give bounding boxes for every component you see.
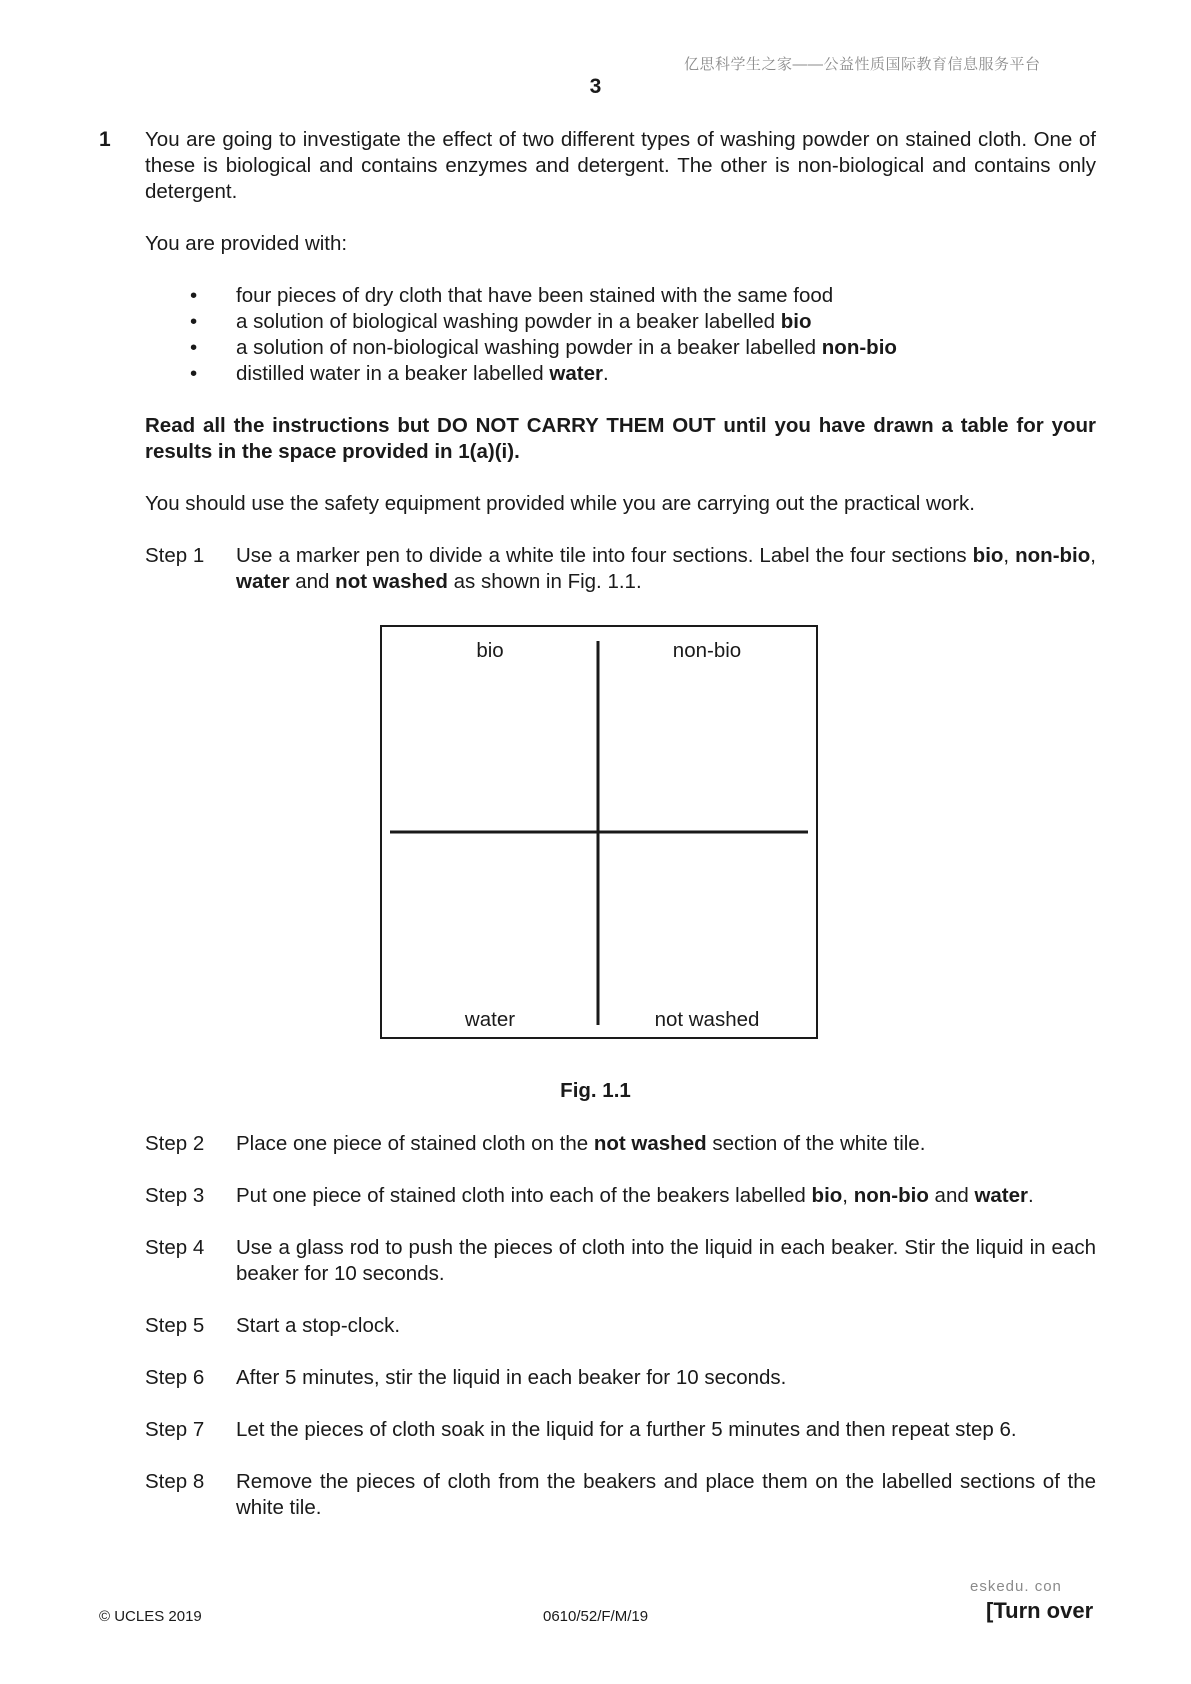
header-watermark: 亿思科学生之家——公益性质国际教育信息服务平台 (684, 56, 1041, 73)
footer-copyright: © UCLES 2019 (99, 1608, 202, 1625)
footer-watermark: eskedu. con (970, 1578, 1062, 1595)
turn-over: [Turn over (986, 1598, 1094, 1623)
page-number: 3 (589, 75, 602, 98)
provided-heading: You are provided with: (145, 232, 348, 255)
step-8 (145, 1469, 1096, 1521)
step-label: Step 5 (145, 1314, 205, 1337)
step-label: Step 4 (145, 1236, 205, 1259)
footer-paper-code: 0610/52/F/M/19 (543, 1608, 649, 1625)
step-text: After 5 minutes, stir the liquid in each beaker for 10 seconds. (236, 1366, 787, 1389)
step-text: Remove the pieces of cloth from the beakers and place them on the labelled sections of the white tile. (236, 1470, 1096, 1519)
step-4 (145, 1235, 1096, 1287)
step-2 (145, 1131, 1096, 1157)
step-label: Step 8 (145, 1470, 205, 1493)
step-label: Step 3 (145, 1184, 205, 1207)
step-label: Step 6 (145, 1366, 205, 1389)
step-text: Start a stop-clock. (236, 1314, 401, 1337)
step-text: Put one piece of stained cloth into each of the beakers labelled bio, non-bio and water. (236, 1184, 1034, 1207)
materials-list (190, 283, 1050, 387)
list-item: • distilled water in a beaker labelled water. (190, 362, 609, 385)
step-5 (145, 1313, 1096, 1339)
step-3 (145, 1183, 1096, 1209)
step-text: Place one piece of stained cloth on the not washed section of the white tile. (236, 1132, 926, 1155)
safety-note: You should use the safety equipment provided while you are carrying out the practical work. (145, 492, 975, 515)
tile-label-water: water (464, 1008, 516, 1031)
step-1 (145, 543, 1096, 595)
bullet-icon: • (190, 362, 198, 385)
tile-label-non-bio: non-bio (672, 639, 742, 662)
step-label: Step 1 (145, 544, 205, 567)
list-item: • a solution of biological washing powder in a beaker labelled bio (190, 310, 812, 333)
step-6 (145, 1365, 1096, 1391)
step-text: Use a marker pen to divide a white tile into four sections. Label the four sections bio, non-bio, water and not washed as shown in Fig. 1.1. (236, 544, 1096, 593)
step-label: Step 7 (145, 1418, 205, 1441)
tile-label-not-washed: not washed (654, 1008, 760, 1031)
tile-label-bio: bio (476, 639, 504, 662)
step-label: Step 2 (145, 1132, 205, 1155)
bullet-icon: • (190, 284, 198, 307)
step-text: Use a glass rod to push the pieces of cloth into the liquid in each beaker. Stir the liquid in each beaker for 10 seconds. (236, 1236, 1096, 1285)
instruction-warning: Read all the instructions but DO NOT CARRY THEM OUT until you have drawn a table for your results in the space provided in 1(a)(i). (145, 414, 1096, 463)
list-item: • a solution of non-biological washing powder in a beaker labelled non-bio (190, 336, 897, 359)
bullet-icon: • (190, 336, 198, 359)
white-tile-diagram (380, 625, 818, 1039)
step-7 (145, 1417, 1096, 1443)
question-number: 1 (99, 128, 111, 151)
step-text: Let the pieces of cloth soak in the liquid for a further 5 minutes and then repeat step 6. (236, 1418, 1017, 1441)
question-intro: You are going to investigate the effect of two different types of washing powder on stained cloth. One of these is biological and contains enzymes and detergent. The other is non-biological and contains only detergent. (145, 128, 1096, 203)
list-item: • four pieces of dry cloth that have been stained with the same food (190, 284, 834, 307)
bullet-icon: • (190, 310, 198, 333)
figure-caption: Fig. 1.1 (560, 1079, 631, 1102)
